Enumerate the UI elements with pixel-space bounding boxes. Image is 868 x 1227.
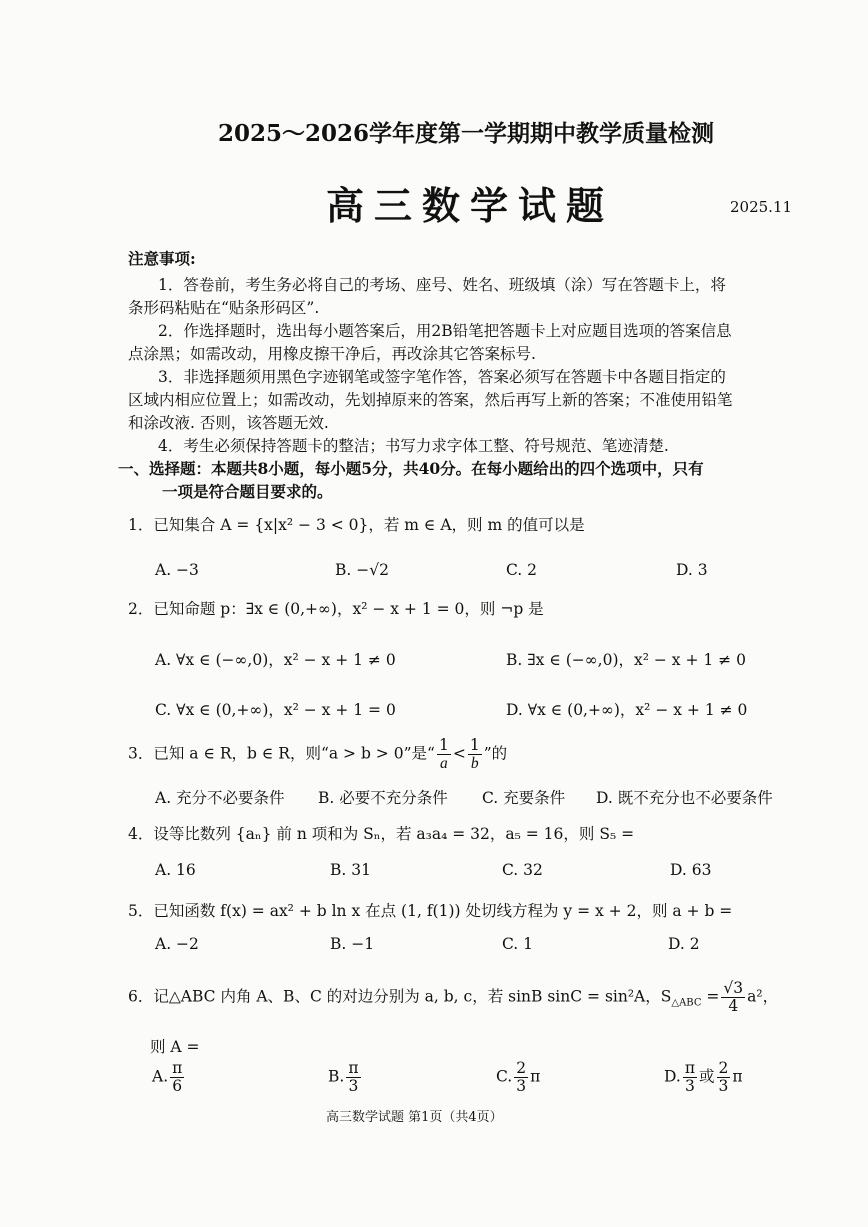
note-2a: 2．作选择题时，选出每小题答案后，用2B铅笔把答题卡上对应题目选项的答案信息 xyxy=(158,322,732,340)
question-5-stem: 5．已知函数 f(x) = ax² + b ln x 在点 (1, f(1)) 处切线方程为 y = x + 2，则 a + b = xyxy=(128,902,733,920)
question-2-stem: 2．已知命题 p：∃x ∈ (0,+∞)，x² − x + 1 = 0，则 ¬p 是 xyxy=(128,600,544,618)
question-3-less-than: < xyxy=(452,744,466,763)
question-6-option-b: B. $\frac{\pi}{3}$ xyxy=(328,1059,359,1096)
question-3-option-c: C. 充要条件 xyxy=(482,789,566,807)
question-1-option-d: D. 3 xyxy=(676,561,708,579)
note-1b: 条形码粘贴在“贴条形码区”. xyxy=(128,299,320,317)
question-4-option-d: D. 63 xyxy=(670,861,712,879)
question-2-option-b: B. ∃x ∈ (−∞,0)，x² − x + 1 ≠ 0 xyxy=(506,651,746,669)
question-4-option-b: B. 31 xyxy=(330,861,371,879)
question-6-subscript: △ABC xyxy=(671,997,702,1009)
question-6-equals: = xyxy=(701,987,720,1006)
question-2-option-a: A. ∀x ∈ (−∞,0)，x² − x + 1 ≠ 0 xyxy=(155,651,396,669)
question-1-option-a: A. −3 xyxy=(155,561,199,579)
question-6-line-2: 则 A = xyxy=(150,1038,200,1056)
question-3-fraction-1a: $\frac{1}{a}$ xyxy=(438,736,449,773)
question-6-option-d: D. $\frac{\pi}{3}$ 或 $\frac{2}{3}$ π xyxy=(664,1059,743,1096)
notes-heading: 注意事项: xyxy=(128,249,196,268)
question-6-tail: a²， xyxy=(747,987,779,1006)
question-4-option-c: C. 32 xyxy=(502,861,543,879)
question-3-option-b: B. 必要不充分条件 xyxy=(318,789,448,807)
question-4-stem: 4．设等比数列 {aₙ} 前 n 项和为 Sₙ，若 a₃a₄ = 32，a₅ = 16，则 S₅ = xyxy=(128,825,635,843)
note-2b: 点涂黑；如需改动，用橡皮擦干净后，再改涂其它答案标号. xyxy=(128,345,536,363)
note-3a: 3．非选择题须用黑色字迹钢笔或签字笔作答，答案必须写在答题卡中各题目指定的 xyxy=(158,368,726,386)
question-5-option-c: C. 1 xyxy=(502,935,534,953)
question-1-option-b: B. −√2 xyxy=(335,561,389,579)
question-1-option-c: C. 2 xyxy=(506,561,538,579)
question-6-option-c: C. $\frac{2}{3}$ π xyxy=(496,1059,541,1096)
section-1-heading-2: 一项是符合题目要求的。 xyxy=(162,482,333,501)
question-2-option-c: C. ∀x ∈ (0,+∞)，x² − x + 1 = 0 xyxy=(155,701,396,719)
question-4-option-a: A. 16 xyxy=(155,861,196,879)
question-3-option-d: D. 既不充分也不必要条件 xyxy=(596,789,773,807)
question-6-stem-pre: 6．记△ABC 内角 A、B、C 的对边分别为 a, b, c，若 sinB sinC = sin²A，S xyxy=(128,987,672,1006)
note-1a: 1．答卷前，考生务必将自己的考场、座号、姓名、班级填（涂）写在答题卡上，将 xyxy=(158,276,726,294)
question-5-option-b: B. −1 xyxy=(330,935,375,953)
question-3-stem xyxy=(128,737,507,772)
exam-title: 2025～2026学年度第一学期期中教学质量检测 xyxy=(218,120,715,147)
question-5-option-d: D. 2 xyxy=(668,935,700,953)
question-2-option-d: D. ∀x ∈ (0,+∞)，x² − x + 1 ≠ 0 xyxy=(506,701,748,719)
page-footer: 高三数学试题 第1页（共4页） xyxy=(326,1110,503,1125)
question-1-stem: 1．已知集合 A = {x|x² − 3 < 0}，若 m ∈ A，则 m 的值可以是 xyxy=(128,516,585,534)
section-1-heading: 一、选择题：本题共8小题，每小题5分，共40分。在每小题给出的四个选项中，只有 xyxy=(118,459,704,478)
question-3-fraction-1b: $\frac{1}{b}$ xyxy=(469,736,480,773)
note-4: 4．考生必须保持答题卡的整洁；书写力求字体工整、符号规范、笔迹清楚. xyxy=(158,437,669,455)
question-3-stem-post: ”的 xyxy=(483,744,508,763)
question-3-stem-pre: 3．已知 a ∈ R，b ∈ R，则“a > b > 0”是“ xyxy=(128,744,435,763)
exam-subtitle: 高三数学试题 xyxy=(326,183,615,228)
exam-date: 2025.11 xyxy=(730,198,793,216)
question-6-option-a: A. $\frac{\pi}{6}$ xyxy=(152,1059,183,1096)
note-3c: 和涂改液. 否则，该答题无效. xyxy=(128,414,329,432)
question-3-option-a: A. 充分不必要条件 xyxy=(155,789,285,807)
question-6-area-fraction: $\frac{√3}{4}$ xyxy=(723,979,744,1016)
question-6-stem xyxy=(128,980,778,1015)
note-3b: 区域内相应位置上；如需改动，先划掉原来的答案，然后再写上新的答案；不准使用铅笔 xyxy=(128,391,733,409)
question-5-option-a: A. −2 xyxy=(155,935,199,953)
